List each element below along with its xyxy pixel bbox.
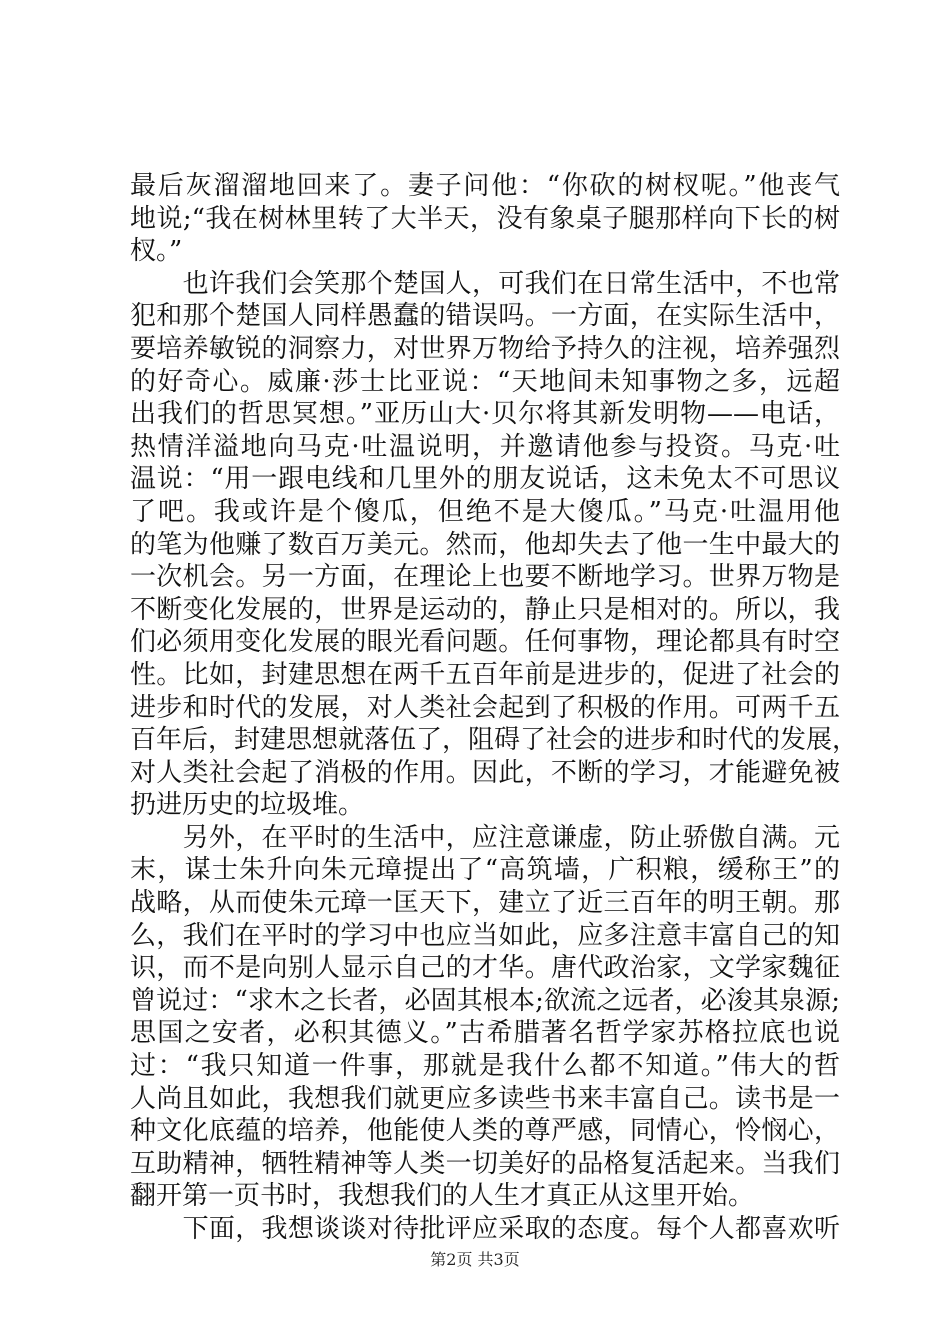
page-number-footer: 第2页 共3页 (430, 1250, 520, 1269)
text-line: 另外，在平时的生活中，应注意谦虚，防止骄傲自满。元 (130, 822, 840, 853)
text-line: 们必须用变化发展的眼光看问题。任何事物，理论都具有时空 (130, 627, 840, 658)
text-line: 性。比如，封建思想在两千五百年前是进步的，促进了社会的 (130, 659, 840, 690)
text-line: 翻开第一页书时，我想我们的人生才真正从这里开始。 (130, 1181, 755, 1212)
text-line: 扔进历史的垃圾堆。 (130, 790, 365, 821)
text-line: 杈。” (130, 236, 183, 267)
text-line: 的笔为他赚了数百万美元。然而，他却失去了他一生中最大的 (130, 529, 840, 560)
text-line: 下面，我想谈谈对待批评应采取的态度。每个人都喜欢听 (130, 1214, 840, 1244)
text-line: 要培养敏锐的洞察力，对世界万物给予持久的注视，培养强烈 (130, 333, 840, 364)
text-line: 互助精神，牺牲精神等人类一切美好的品格复活起来。当我们 (130, 1148, 840, 1179)
text-line: 不断变化发展的，世界是运动的，静止只是相对的。所以，我 (130, 594, 840, 625)
text-line: 犯和那个楚国人同样愚蠢的错误吗。一方面，在实际生活中， (130, 301, 840, 332)
text-line: 战略，从而使朱元璋一匡天下，建立了近三百年的明王朝。那 (130, 888, 840, 919)
text-line: 了吧。我或许是个傻瓜，但绝不是大傻瓜。”马克·吐温用他 (130, 496, 840, 527)
text-line: 人尚且如此，我想我们就更应多读些书来丰富自己。读书是一 (130, 1083, 840, 1114)
essay-body (130, 170, 859, 1246)
text-line: 出我们的哲思冥想。”亚历山大·贝尔将其新发明物——电话， (130, 399, 840, 430)
text-line: 过：“我只知道一件事，那就是我什么都不知道。”伟大的哲 (130, 1051, 840, 1082)
text-line: 一次机会。另一方面，在理论上也要不断地学习。世界万物是 (130, 562, 840, 593)
text-line: 热情洋溢地向马克·吐温说明，并邀请他参与投资。马克·吐 (130, 431, 840, 462)
text-line: 思国之安者，必积其德义。”古希腊著名哲学家苏格拉底也说 (130, 1018, 840, 1049)
text-line: 么，我们在平时的学习中也应当如此，应多注意丰富自己的知 (130, 920, 840, 951)
text-line: 的好奇心。威廉·莎士比亚说：“天地间未知事物之多，远超 (130, 366, 840, 397)
text-line: 种文化底蕴的培养，他能使人类的尊严感，同情心，怜悯心， (130, 1116, 840, 1147)
text-line: 曾说过：“求木之长者，必固其根本;欲流之远者，必浚其泉源; (130, 985, 840, 1016)
text-line: 进步和时代的发展，对人类社会起到了积极的作用。可两千五 (130, 692, 840, 723)
text-line: 最后灰溜溜地回来了。妻子问他：“你砍的树杈呢。”他丧气 (130, 171, 840, 201)
text-line: 识，而不是向别人显示自己的才华。唐代政治家，文学家魏征 (130, 953, 840, 984)
text-line: 也许我们会笑那个楚国人，可我们在日常生活中，不也常 (130, 268, 840, 299)
text-line: 对人类社会起了消极的作用。因此，不断的学习，才能避免被 (130, 757, 840, 788)
text-line: 百年后，封建思想就落伍了，阻碍了社会的进步和时代的发展， (130, 725, 859, 756)
text-line: 温说：“用一跟电线和几里外的朋友说话，这未免太不可思议 (130, 464, 840, 495)
text-line: 地说;“我在树林里转了大半天，没有象桌子腿那样向下长的树 (130, 203, 840, 234)
text-line: 末，谋士朱升向朱元璋提出了“高筑墙，广积粮，缓称王”的 (130, 855, 840, 886)
